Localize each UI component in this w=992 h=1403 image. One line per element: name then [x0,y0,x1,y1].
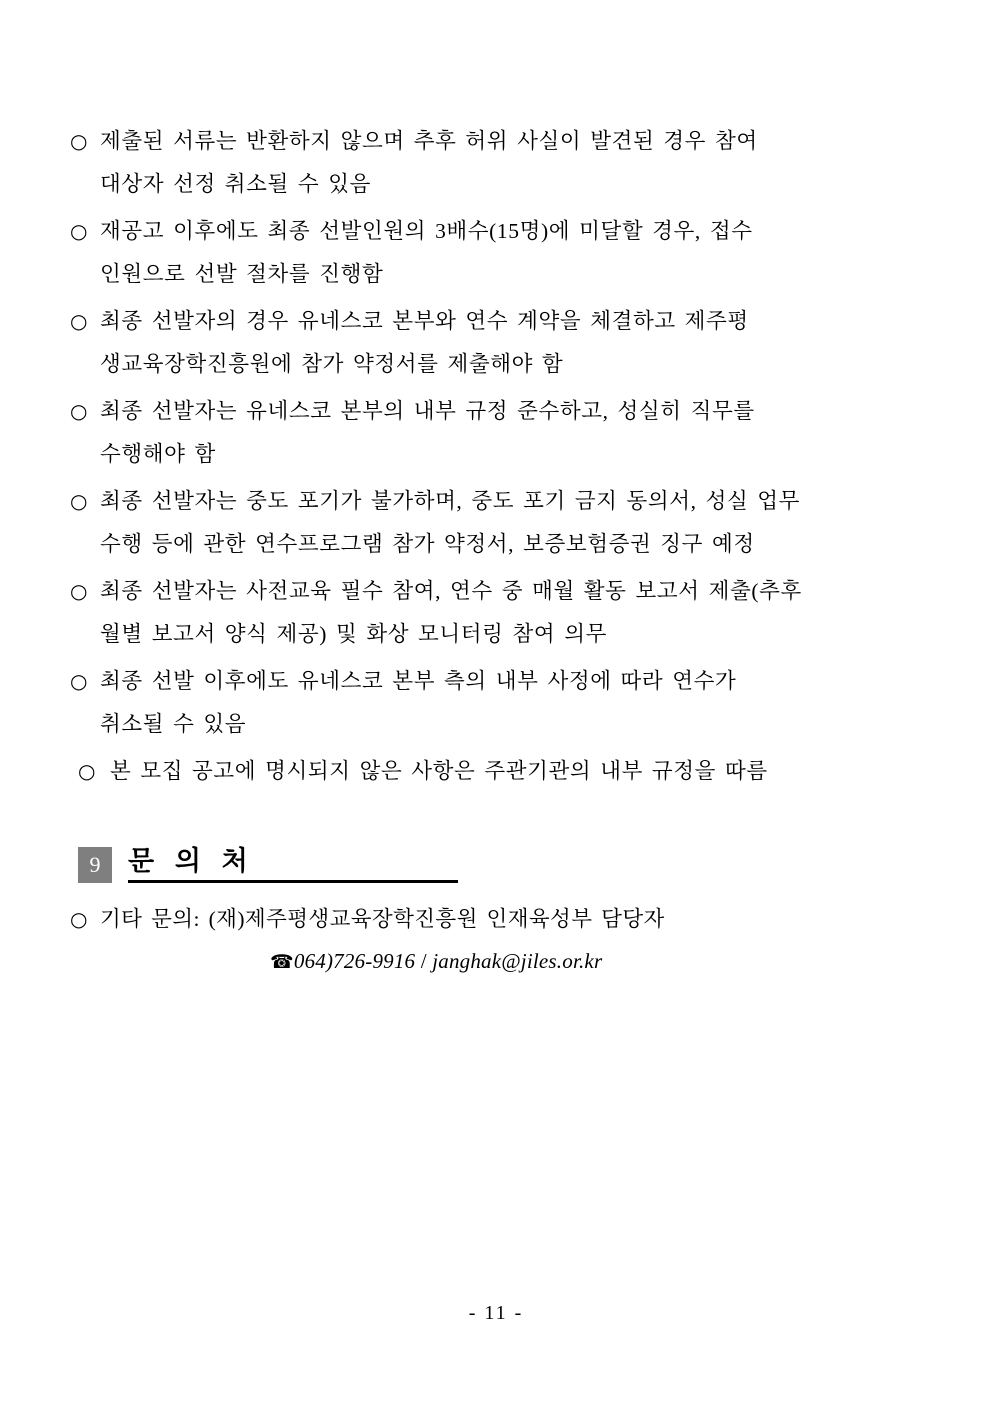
list-item-text [100,660,922,746]
contact-line [70,899,922,939]
bullet-circle-icon: ○ [78,759,96,783]
phone-icon: ☎ [270,951,294,973]
list-item [70,120,922,206]
bullet-circle-icon: ○ [70,489,88,513]
list-item [70,390,922,476]
list-item [70,570,922,656]
text-line: 취소될 수 있음 [100,712,247,736]
section-number-badge: 9 [78,847,112,883]
contact-separator: / [420,949,427,973]
text-line: 대상자 선정 취소될 수 있음 [100,172,371,196]
list-item [70,300,922,386]
bullet-circle-icon: ○ [70,399,88,423]
text-line: 재공고 이후에도 최종 선발인원의 3배수(15명)에 미달할 경우, 접수 [100,219,753,243]
list-item-text [110,750,922,793]
text-line: 월별 보고서 양식 제공) 및 화상 모니터링 참여 의무 [100,622,607,646]
bullet-circle-icon: ○ [70,219,88,243]
section-heading [78,845,922,883]
text-line: 제출된 서류는 반환하지 않으며 추후 허위 사실이 발견된 경우 참여 [100,129,758,153]
notes-list [70,120,922,793]
contact-block [70,899,922,984]
text-line: 최종 선발자의 경우 유네스코 본부와 연수 계약을 체결하고 제주평 [100,309,749,333]
text-line: 최종 선발자는 유네스코 본부의 내부 규정 준수하고, 성실히 직무를 [100,399,755,423]
bullet-circle-icon: ○ [70,579,88,603]
section-title-underline [128,845,458,883]
text-line: 수행 등에 관한 연수프로그램 참가 약정서, 보증보험증권 징구 예정 [100,532,755,556]
bullet-circle-icon: ○ [70,309,88,333]
bullet-circle-icon: ○ [70,907,88,931]
text-line: 최종 선발자는 중도 포기가 불가하며, 중도 포기 금지 동의서, 성실 업무 [100,489,801,513]
text-line: 최종 선발자는 사전교육 필수 참여, 연수 중 매월 활동 보고서 제출(추후 [100,579,802,603]
page-number: - 11 - [468,1302,524,1324]
list-item [70,210,922,296]
list-item-text [100,210,922,296]
text-line: 생교육장학진흥원에 참가 약정서를 제출해야 함 [100,352,564,376]
contact-detail [270,939,922,984]
list-item [70,480,922,566]
list-item-text [100,570,922,656]
text-line: 본 모집 공고에 명시되지 않은 사항은 주관기관의 내부 규정을 따름 [110,759,768,783]
text-line: 인원으로 선발 절차를 진행함 [100,262,384,286]
list-item [70,750,922,793]
list-item [70,660,922,746]
text-line: 수행해야 함 [100,442,216,466]
contact-label: 기타 문의: (재)제주평생교육장학진흥원 인재육성부 담당자 [100,907,665,931]
section-title: 문 의 처 [128,846,255,876]
list-item-text [100,390,922,476]
contact-phone: 064)726-9916 [293,949,416,973]
contact-email[interactable]: janghak@jiles.or.kr [432,949,603,973]
list-item-text [100,120,922,206]
list-item-text [100,480,922,566]
bullet-circle-icon: ○ [70,129,88,153]
text-line: 최종 선발 이후에도 유네스코 본부 측의 내부 사정에 따라 연수가 [100,669,737,693]
list-item-text [100,300,922,386]
bullet-circle-icon: ○ [70,669,88,693]
